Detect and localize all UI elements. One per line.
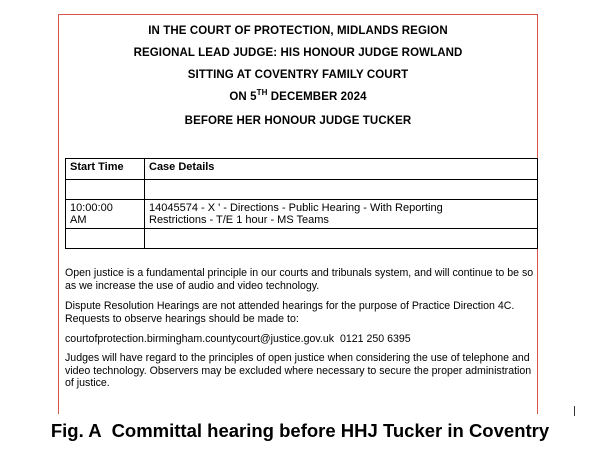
table-row <box>66 229 538 249</box>
presiding-judge-heading: BEFORE HER HONOUR JUDGE TUCKER <box>184 115 412 127</box>
case-details-header: Case Details <box>145 159 538 180</box>
lead-judge-heading: REGIONAL LEAD JUDGE: HIS HONOUR JUDGE ROWLAND <box>133 47 463 59</box>
date-suffix: DECEMBER 2024 <box>270 91 367 103</box>
table-header-row <box>66 159 538 180</box>
table-row <box>66 200 538 229</box>
table-cell <box>66 229 145 249</box>
court-region-heading: IN THE COURT OF PROTECTION, MIDLANDS REGION <box>148 25 448 37</box>
contact-email: courtofprotection.birmingham.countycourt@justice.gov.uk <box>65 333 335 345</box>
page-edge-mark <box>574 406 575 416</box>
table-row <box>66 180 538 200</box>
figure-caption-text: Committal hearing before HHJ Tucker in Coventry <box>111 420 550 441</box>
judges-regard-paragraph: Judges will have regard to the principles of open justice when considering the use of telephone and video technology. Observers may be excluded where necessary to secure the proper administration of justice. <box>65 352 532 389</box>
date-prefix: ON 5 <box>229 91 257 103</box>
table-cell <box>145 180 538 200</box>
venue-heading: SITTING AT COVENTRY FAMILY COURT <box>187 69 409 81</box>
table-cell <box>66 180 145 200</box>
start-time-value: 10:00:00 <box>70 202 113 214</box>
hearing-table <box>65 158 538 249</box>
dispute-resolution-paragraph: Dispute Resolution Hearings are not attended hearings for the purpose of Practice Direction 4C. Requests to observe hearings should be made to: <box>65 300 515 325</box>
court-listing-document <box>58 14 538 414</box>
case-details-line2: Restrictions - T/E 1 hour - MS Teams <box>149 214 329 226</box>
start-time-meridiem: AM <box>70 214 87 226</box>
figure-caption <box>0 420 600 442</box>
open-justice-paragraph: Open justice is a fundamental principle in our courts and tribunals system, and will continue to be so as we increase the use of audio and video technology. <box>65 267 534 292</box>
date-heading <box>59 88 537 103</box>
contact-phone: 0121 250 6395 <box>339 333 411 345</box>
case-details-line1: 14045574 - X ' - Directions - Public Hearing - With Reporting <box>149 202 443 214</box>
table-cell <box>145 229 538 249</box>
figure-label: Fig. A <box>50 420 102 441</box>
start-time-cell <box>66 200 145 229</box>
date-superscript: TH <box>256 88 268 98</box>
start-time-header: Start Time <box>66 159 145 180</box>
case-details-cell <box>145 200 538 229</box>
contact-line <box>65 333 535 346</box>
